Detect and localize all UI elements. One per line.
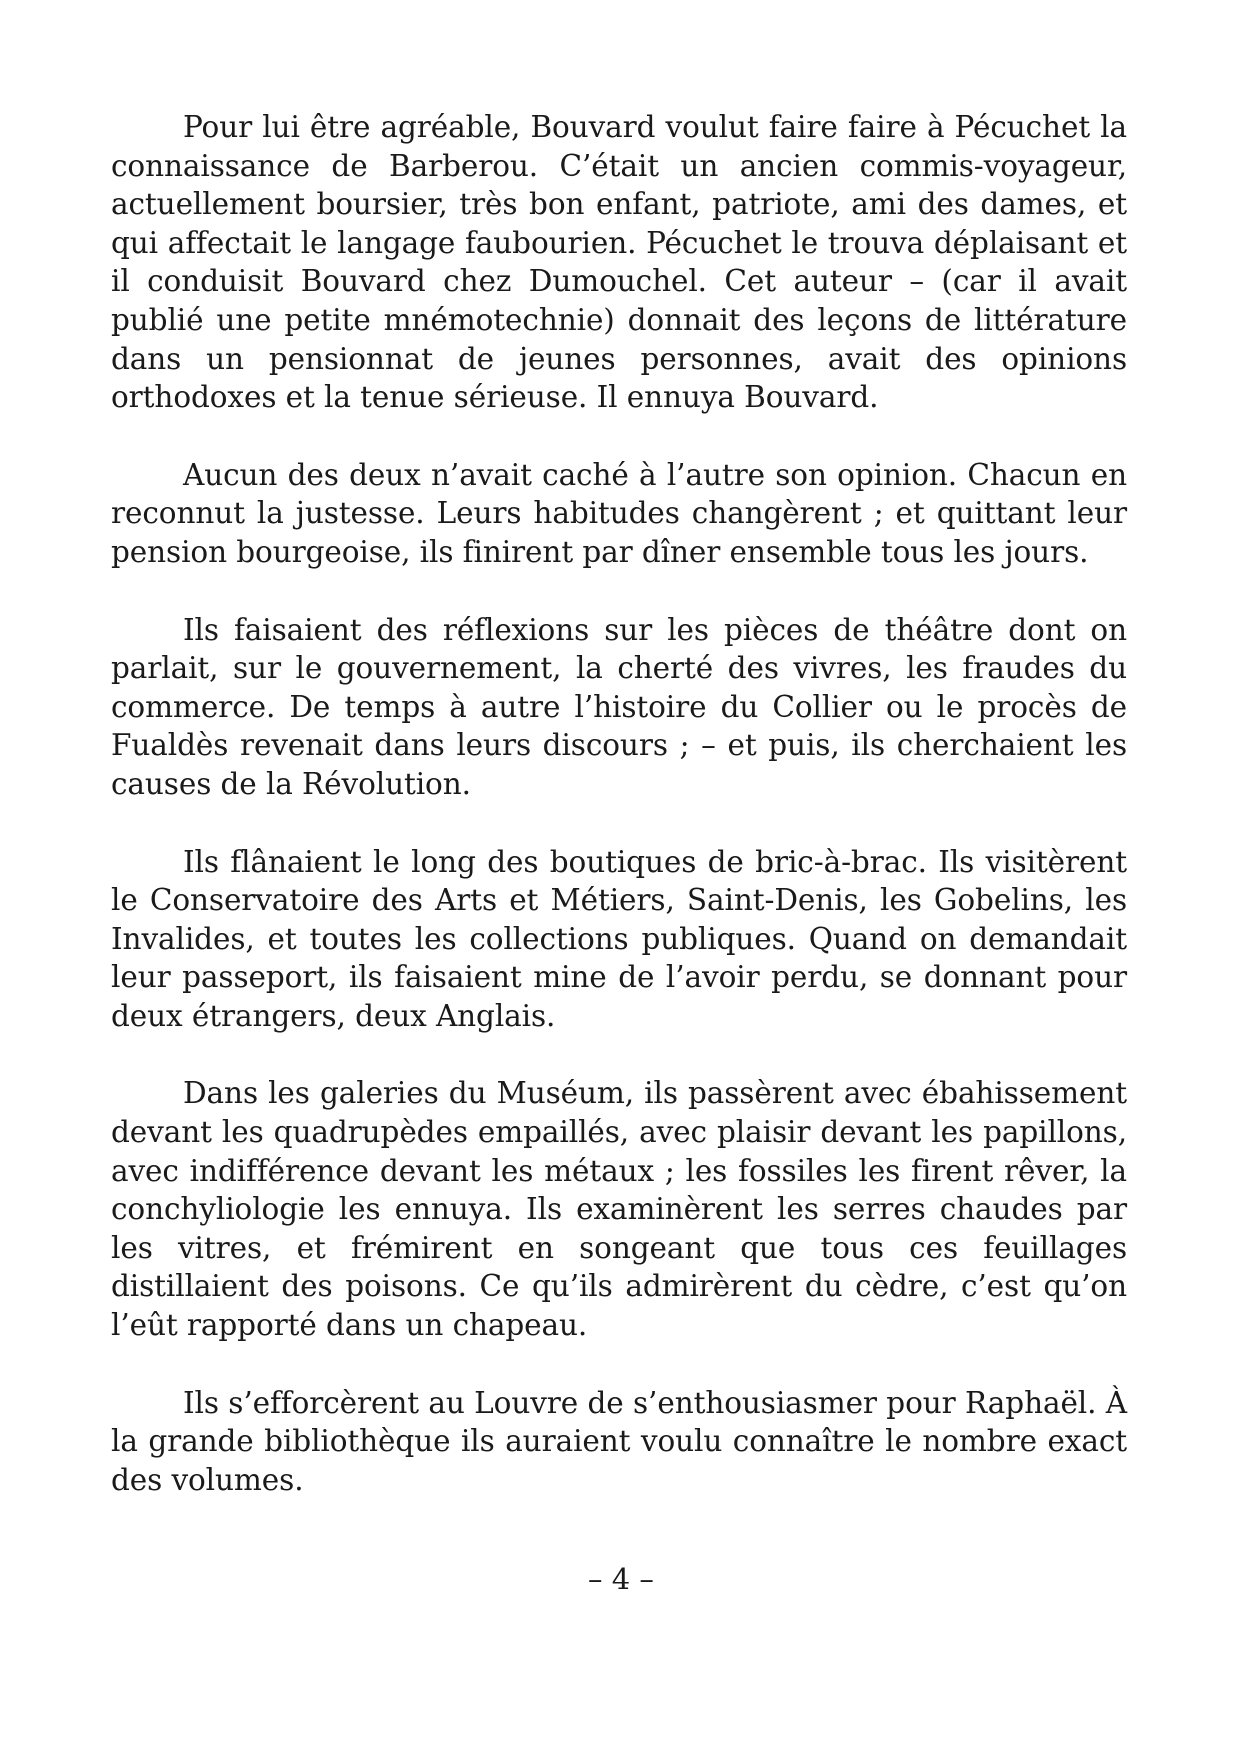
paragraph-6: Ils s’efforcèrent au Louvre de s’enthousiasmer pour Raphaël. À la grande bibliothèque ils auraient voulu connaître le nombre exact des volumes. [111,1385,1127,1497]
body-text [111,108,1127,1499]
paragraph-2: Aucun des deux n’avait caché à l’autre son opinion. Chacun en reconnut la justesse. Leurs habitudes changèrent ; et quittant leur pension bourgeoise, ils finirent par dîner ensemble tous les jours. [111,457,1127,569]
page-number: – 4 – [588,1562,654,1596]
paragraph-5: Dans les galeries du Muséum, ils passèrent avec ébahissement devant les quadrupèdes empaillés, avec plaisir devant les papillons, avec indifférence devant les métaux ; les fossiles les firent rêver, la conchyliologie les ennuya. Ils examinèrent les serres chaudes par les vitres, et frémirent en songeant que tous ces feuillages distillaient des poisons. Ce qu’ils admirèrent du cèdre, c’est qu’on l’eût rapporté dans un chapeau. [111,1076,1127,1343]
paragraph-1: Pour lui être agréable, Bouvard voulut faire faire à Pécuchet la connaissance de Barberou. C’était un ancien commis-voyageur, actuellement boursier, très bon enfant, patriote, ami des dames, et qui affectait le langage faubourien. Pécuchet le trouva déplaisant et il conduisit Bouvard chez Dumouchel. Cet auteur – (car il avait publié une petite mnémotechnie) donnait des leçons de littérature dans un pensionnat de jeunes personnes, avait des opinions orthodoxes et la tenue sérieuse. Il ennuya Bouvard. [111,110,1127,415]
paragraph-4: Ils flânaient le long des boutiques de bric-à-brac. Ils visitèrent le Conservatoire des Arts et Métiers, Saint-Denis, les Gobelins, les Invalides, et toutes les collections publiques. Quand on demandait leur passeport, ils faisaient mine de l’avoir perdu, se donnant pour deux étrangers, deux Anglais. [111,844,1127,1033]
paragraph-3: Ils faisaient des réflexions sur les pièces de théâtre dont on parlait, sur le gouvernement, la cherté des vivres, les fraudes du commerce. De temps à autre l’histoire du Collier ou le procès de Fualdès revenait dans leurs discours ; – et puis, ils cherchaient les causes de la Révolution. [111,612,1127,801]
